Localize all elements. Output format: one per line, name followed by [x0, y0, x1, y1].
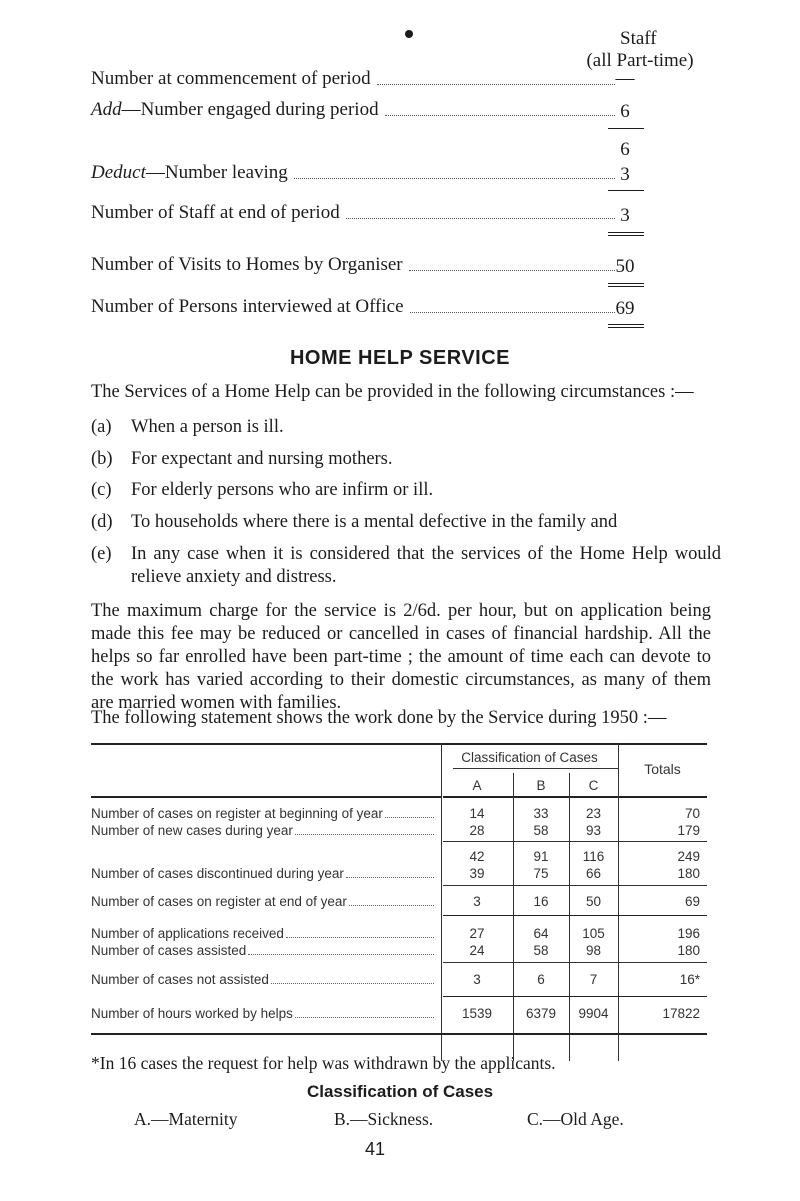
staff-row-emphasis: Deduct — [91, 162, 146, 183]
staff-row-label: —Number engaged during period — [121, 99, 379, 120]
intro-paragraph: The Services of a Home Help can be provided in the following circumstances :— — [91, 382, 694, 402]
double-rule — [608, 232, 644, 236]
staff-row-value: 3 — [620, 205, 630, 226]
classification-item-a: A.—Maternity — [134, 1109, 238, 1129]
staff-row-emphasis: Add — [91, 99, 122, 120]
page-number: 41 — [364, 1139, 386, 1159]
statement-intro: The following statement shows the work done by the Service during 1950 :— — [91, 708, 667, 728]
sum-rule — [608, 128, 644, 129]
staff-row-interviewed — [91, 295, 621, 319]
table-row: Number of cases on register at beginning of year — [91, 805, 436, 822]
list-item: (c) For elderly persons who are infirm or ill. — [91, 480, 434, 500]
staff-row-value: 3 — [620, 164, 630, 185]
staff-row-engaged — [91, 98, 621, 122]
staff-header-title: Staff — [620, 28, 657, 49]
staff-row-value: — — [615, 68, 635, 89]
table-row: Number of applications received — [91, 925, 436, 942]
staff-row-label: Number of Visits to Homes by Organiser — [91, 254, 403, 275]
column-header-c: C — [588, 778, 599, 793]
staff-row-leaving — [91, 161, 621, 185]
column-header-a: A — [472, 778, 482, 793]
staff-row-label: Number at commencement of period — [91, 68, 371, 89]
ink-dot — [405, 30, 413, 38]
section-heading: HOME HELP SERVICE — [289, 347, 511, 369]
table-row: Number of cases discontinued during year — [91, 865, 436, 882]
charge-paragraph: The maximum charge for the service is 2/6d. per hour, but on application being made this fee may be reduced or cancelled in cases of financial hardship. All the helps so far enrolled have been part-time ; the amount of time each can devote to the work has varied according to their domestic circumstances, as many of them are married women with families. — [91, 601, 711, 713]
list-item: (a) When a person is ill. — [91, 417, 284, 437]
staff-row-value: 69 — [615, 298, 635, 319]
table-row: Number of cases not assisted — [91, 971, 436, 988]
staff-row-label: Number of Staff at end of period — [91, 202, 340, 223]
double-rule — [608, 283, 644, 287]
staff-header-subtitle: (all Part-time) — [586, 50, 694, 71]
classification-title: Classification of Cases — [306, 1082, 494, 1101]
list-item: (d) To households where there is a mental defective in the family and — [91, 512, 618, 532]
staff-row-commencement — [91, 67, 621, 91]
classification-item-b: B.—Sickness. — [334, 1109, 434, 1129]
staff-row-visits — [91, 253, 621, 277]
classification-item-c: C.—Old Age. — [527, 1109, 624, 1129]
staff-row-end — [91, 201, 621, 225]
staff-row-value: 6 — [620, 101, 630, 122]
column-header-b: B — [536, 778, 546, 793]
totals-header: Totals — [644, 761, 681, 777]
double-rule — [608, 324, 644, 328]
sum-rule — [608, 190, 644, 191]
group-header: Classification of Cases — [461, 750, 598, 765]
staff-subtotal-value: 6 — [620, 139, 630, 160]
table-row: Number of cases assisted — [91, 942, 436, 959]
table-row: Number of hours worked by helps — [91, 1005, 436, 1022]
table-row: Number of cases on register at end of year — [91, 893, 436, 910]
table-row: Number of new cases during year — [91, 822, 436, 839]
footnote: *In 16 cases the request for help was withdrawn by the applicants. — [91, 1053, 556, 1073]
staff-row-label: —Number leaving — [145, 162, 288, 183]
list-item: (e) In any case when it is considered that the services of the Home Help would relieve anxiety and distress. — [91, 544, 721, 587]
staff-row-value: 50 — [615, 256, 635, 277]
list-item: (b) For expectant and nursing mothers. — [91, 449, 393, 469]
staff-row-label: Number of Persons interviewed at Office — [91, 296, 404, 317]
staff-column-header — [560, 28, 720, 72]
